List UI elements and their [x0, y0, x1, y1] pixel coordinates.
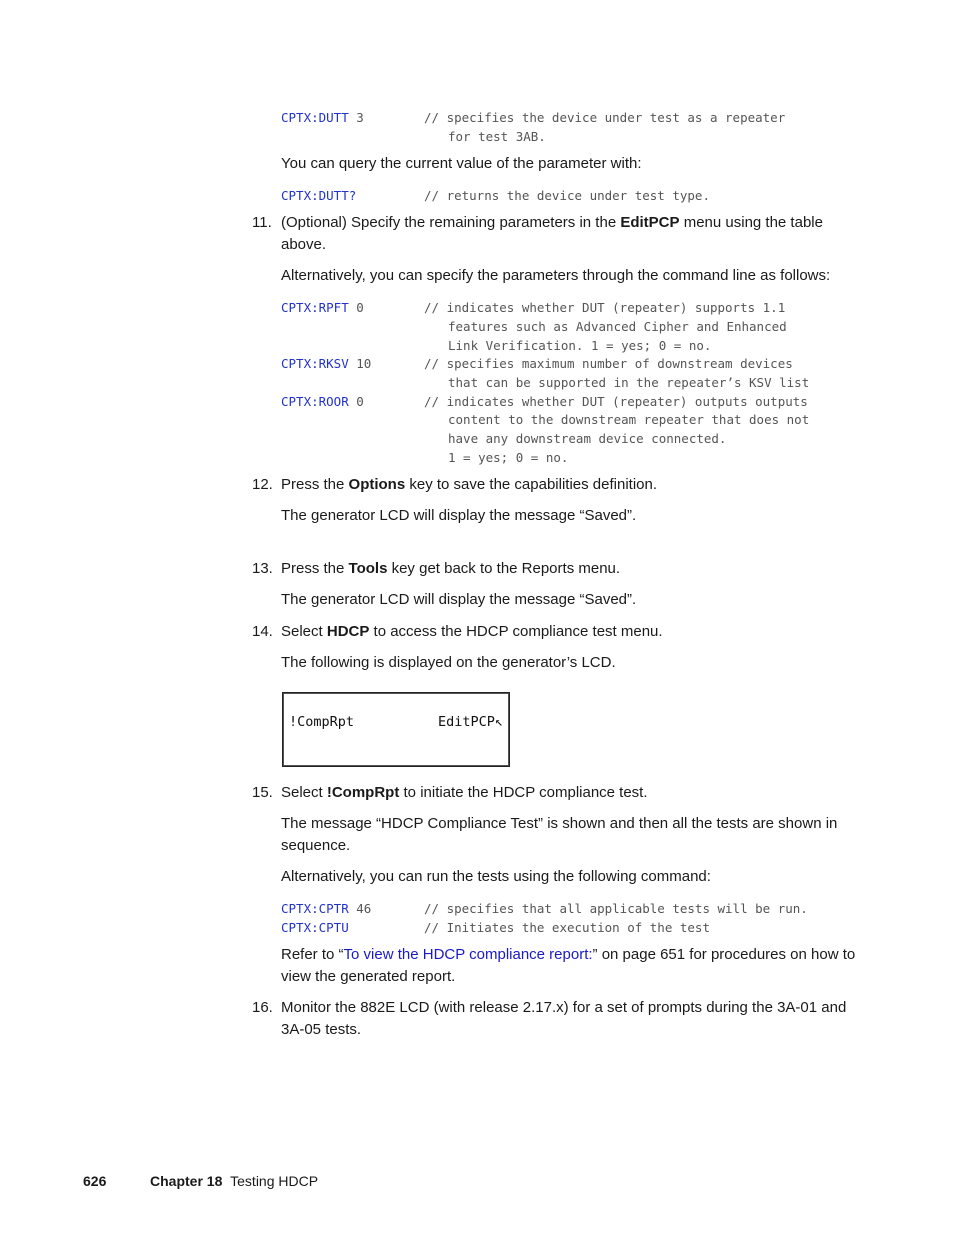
command-name: CPTX:RPFT [281, 300, 349, 315]
menu-name: HDCP [326, 623, 370, 640]
command-arg: 10 [348, 356, 372, 371]
command-arg: 3 [348, 110, 364, 125]
code-comment: // specifies the device under test as a repeater [424, 110, 786, 125]
step-text: key get back to the Reports menu. [387, 560, 621, 577]
code-line [281, 298, 785, 317]
query-paragraph: You can query the current value of the parameter with: [281, 155, 642, 172]
refer-paragraph [281, 944, 871, 988]
lcd-right-text: EditPCP↖ [437, 714, 503, 730]
alternative-paragraph: Alternatively, you can specify the parameters through the command line as follows: [281, 267, 831, 284]
step-12-text [281, 474, 871, 496]
step-text: (Optional) Specify the remaining parameters in the [281, 214, 621, 231]
code-line [281, 186, 710, 205]
code-comment-cont: that can be supported in the repeater’s KSV list [448, 375, 810, 390]
step-14-text [281, 621, 871, 643]
code-comment: // specifies maximum number of downstream devices [424, 356, 793, 371]
lcd-left-text: !CompRpt [289, 714, 355, 730]
step-16-text: Monitor the 882E LCD (with release 2.17.x) for a set of prompts during the 3A-01 and 3A-05 tests. [281, 999, 847, 1038]
command-name: CPTX:ROOR [281, 394, 349, 409]
step-15-message: The message “HDCP Compliance Test” is shown and then all the tests are shown in sequence. [281, 815, 838, 854]
step-15-alternative: Alternatively, you can run the tests using the following command: [281, 868, 711, 885]
code-comment-cont: have any downstream device connected. [448, 431, 727, 446]
refer-text: ” on page 651 for procedures on how to view the generated report. [281, 946, 856, 985]
step-text: Press the [281, 560, 349, 577]
chapter-label: Chapter 18 [150, 1173, 223, 1189]
command-name: CPTX:DUTT [281, 110, 349, 125]
menu-name: EditPCP [620, 214, 680, 231]
page-number: 626 [83, 1173, 107, 1189]
command-arg: 0 [348, 300, 364, 315]
menu-name: !CompRpt [326, 784, 400, 801]
command-arg: 0 [348, 394, 364, 409]
code-comment-cont: features such as Advanced Cipher and Enhanced [448, 319, 787, 334]
step-number: 13. [252, 560, 273, 577]
code-line [281, 108, 785, 127]
code-comment: // indicates whether DUT (repeater) supports 1.1 [424, 300, 786, 315]
step-text: Press the [281, 476, 349, 493]
code-comment: // Initiates the execution of the test [424, 920, 710, 935]
code-line [281, 918, 710, 937]
refer-text: Refer to “ [281, 946, 344, 963]
step-13-text [281, 558, 871, 580]
command-name: CPTX:CPTU [281, 920, 349, 935]
step-text: to access the HDCP compliance test menu. [369, 623, 663, 640]
code-comment-cont: Link Verification. 1 = yes; 0 = no. [448, 338, 712, 353]
step-number: 16. [252, 999, 273, 1016]
step-number: 11. [252, 214, 272, 231]
command-name: CPTX:DUTT? [281, 188, 357, 203]
chapter-title: Testing HDCP [230, 1173, 319, 1189]
report-link[interactable]: To view the HDCP compliance report: [343, 946, 593, 963]
code-comment: // specifies that all applicable tests will be run. [424, 901, 808, 916]
code-comment-cont: content to the downstream repeater that does not [448, 412, 810, 427]
step-text: Select [281, 623, 327, 640]
step-12-result: The generator LCD will display the message “Saved”. [281, 507, 637, 524]
code-comment-cont: 1 = yes; 0 = no. [448, 450, 569, 465]
footer-chapter [150, 1173, 318, 1189]
code-line [281, 392, 808, 411]
code-comment-cont: for test 3AB. [448, 129, 546, 144]
code-comment: // returns the device under test type. [424, 188, 710, 203]
lcd-display [282, 692, 510, 767]
step-number: 12. [252, 476, 273, 493]
step-text: menu using the table above. [281, 214, 823, 253]
code-comment: // indicates whether DUT (repeater) outputs outputs [424, 394, 808, 409]
step-text: key to save the capabilities definition. [405, 476, 658, 493]
step-text: Select [281, 784, 327, 801]
command-name: CPTX:CPTR [281, 901, 349, 916]
code-line [281, 899, 808, 918]
step-number: 15. [252, 784, 273, 801]
key-name: Tools [348, 560, 388, 577]
key-name: Options [348, 476, 406, 493]
step-14-result: The following is displayed on the generator’s LCD. [281, 654, 616, 671]
command-name: CPTX:RKSV [281, 356, 349, 371]
step-15-text [281, 782, 871, 804]
step-text: to initiate the HDCP compliance test. [399, 784, 648, 801]
command-arg: 46 [348, 901, 372, 916]
step-11-text [281, 212, 871, 256]
code-line [281, 354, 793, 373]
step-number: 14. [252, 623, 273, 640]
step-13-result: The generator LCD will display the message “Saved”. [281, 591, 637, 608]
